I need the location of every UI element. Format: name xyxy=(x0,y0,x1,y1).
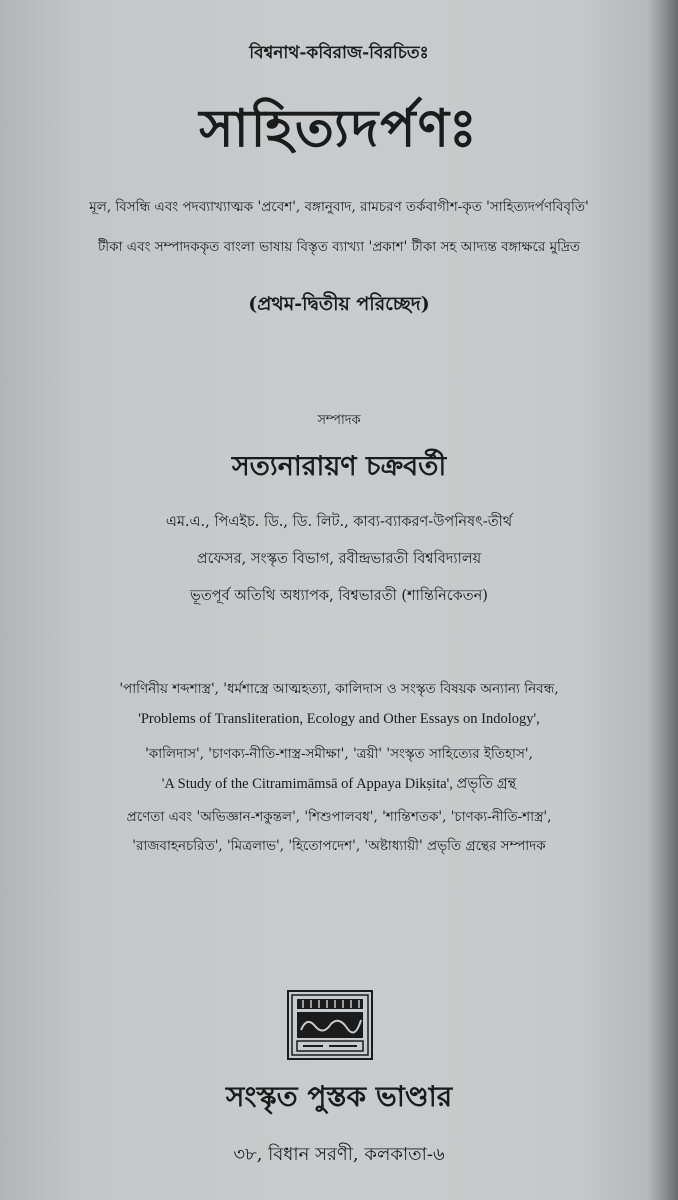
publisher-address: ৩৮, বিধান সরণী, কলকাতা-৬ xyxy=(233,1144,445,1165)
works-line-4: 'A Study of the Citramimāmsā of Appaya Dikṣita', প্রভৃতি গ্রন্থ xyxy=(161,776,517,792)
works-line-1: 'পাণিনীয় শব্দশাস্ত্র', 'ধর্মশাস্ত্রে আত্মহত্যা, কালিদাস ও সংস্কৃত বিষয়ক অন্যান্য নিবন্ধ, xyxy=(119,681,559,697)
editor-qualification-3: ভূতপূর্ব অতিথি অধ্যাপক, বিশ্বভারতী (শান্তিনিকেতন) xyxy=(190,588,488,604)
publisher-emblem-icon xyxy=(287,990,373,1060)
chapters-note: (প্রথম-দ্বিতীয় পরিচ্ছেদ) xyxy=(248,293,430,315)
description-line-1: মূল, বিসন্ধি এবং পদব্যাখ্যাত্মক 'প্রবেশ', বঙ্গানুবাদ, রামচরণ তর্কবাগীশ-কৃত 'সাহিত্যদর্পণবিবৃতি' xyxy=(89,199,589,215)
editor-label: সম্পাদক xyxy=(317,413,361,428)
description-line-2: টীকা এবং সম্পাদককৃত বাংলা ভাষায় বিস্তৃত ব্যাখ্যা 'প্রকাশ' টীকা সহ আদ্যন্ত বঙ্গাক্ষরে মুদ্রিত xyxy=(97,239,581,255)
book-title: সাহিত্যদর্পণঃ xyxy=(199,98,479,159)
editor-name: সত্যনারায়ণ চক্রবর্তী xyxy=(231,451,447,482)
works-line-3: 'কালিদাস', 'চাণক্য-নীতি-শাস্ত্র-সমীক্ষা', 'ত্রয়ী' 'সংস্কৃত সাহিত্যের ইতিহাস', xyxy=(145,746,533,762)
editor-qualification-1: এম.এ., পিএইচ. ডি., ডি. লিট., কাব্য-ব্যাকরণ-উপনিষৎ-তীর্থ xyxy=(165,514,513,530)
works-line-5: প্রণেতা এবং 'অভিজ্ঞান-শকুন্তল', 'শিশুপালবধ', 'শান্তিশতক', 'চাণক্য-নীতি-শাস্ত্র', xyxy=(126,809,552,825)
works-line-2: 'Problems of Transliteration, Ecology and Other Essays on Indology', xyxy=(138,711,540,727)
publisher-name: সংস্কৃত পুস্তক ভাণ্ডার xyxy=(225,1080,453,1113)
editor-qualification-2: প্রফেসর, সংস্কৃত বিভাগ, রবীন্দ্রভারতী বিশ্ববিদ্যালয় xyxy=(196,551,482,567)
author-attribution: বিশ্বনাথ-কবিরাজ-বিরচিতঃ xyxy=(249,43,429,63)
works-line-6: 'রাজবাহনচরিত', 'মিত্রলাভ', 'হিতোপদেশ', 'অষ্টাধ্যায়ী' প্রভৃতি গ্রন্থের সম্পাদক xyxy=(132,838,546,854)
